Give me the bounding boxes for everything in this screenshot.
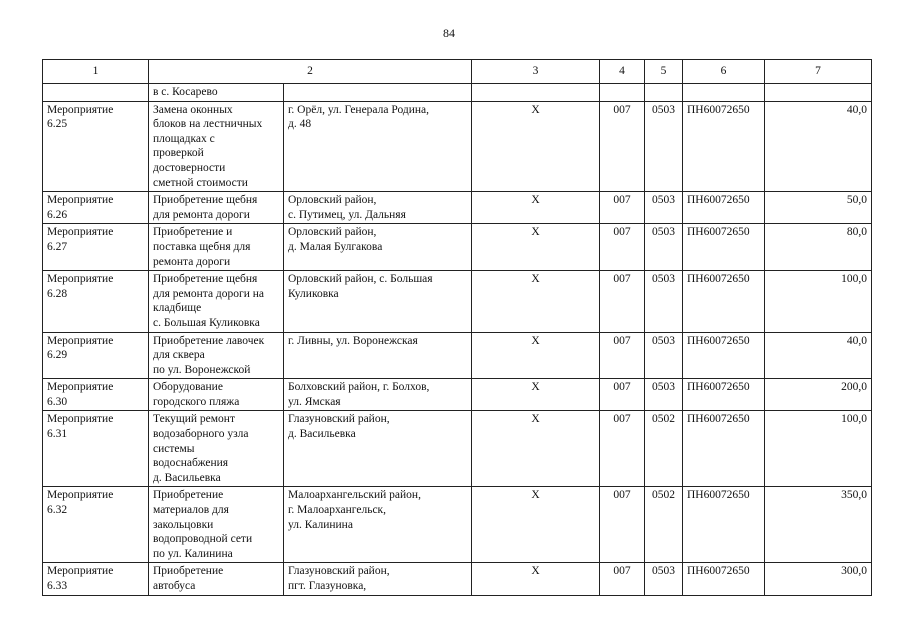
col4-cell: 007 bbox=[600, 332, 645, 379]
col3-cell: Х bbox=[472, 563, 600, 595]
col4-cell: 007 bbox=[600, 487, 645, 563]
col5-cell: 0503 bbox=[645, 271, 683, 332]
column-header-4: 4 bbox=[600, 60, 645, 84]
col3-cell: Х bbox=[472, 192, 600, 224]
table-row bbox=[43, 487, 872, 563]
column-header-6: 6 bbox=[683, 60, 765, 84]
col5-cell: 0503 bbox=[645, 332, 683, 379]
col7-cell: 100,0 bbox=[765, 411, 872, 487]
address-cell: Глазуновский район, пгт. Глазуновка, bbox=[284, 563, 472, 595]
page-number: 84 bbox=[443, 26, 455, 40]
name-cell: Оборудование городского пляжа bbox=[149, 379, 284, 411]
col4-cell: 007 bbox=[600, 192, 645, 224]
col5-cell: 0503 bbox=[645, 101, 683, 192]
address-cell: Орловский район, с. Большая Куликовка bbox=[284, 271, 472, 332]
name-cell: Приобретение автобуса bbox=[149, 563, 284, 595]
col3-cell: Х bbox=[472, 411, 600, 487]
measure-cell: Мероприятие 6.29 bbox=[43, 332, 149, 379]
col6-cell: ПН60072650 bbox=[683, 224, 765, 271]
continuation-col3-cell bbox=[472, 84, 600, 102]
name-cell: Приобретение щебня для ремонта дороги bbox=[149, 192, 284, 224]
measure-cell: Мероприятие 6.27 bbox=[43, 224, 149, 271]
column-header-1: 1 bbox=[43, 60, 149, 84]
col7-cell: 350,0 bbox=[765, 487, 872, 563]
measure-cell: Мероприятие 6.26 bbox=[43, 192, 149, 224]
name-cell: Приобретение и поставка щебня для ремонта дороги bbox=[149, 224, 284, 271]
col7-cell: 300,0 bbox=[765, 563, 872, 595]
col5-cell: 0502 bbox=[645, 411, 683, 487]
col4-cell: 007 bbox=[600, 563, 645, 595]
col4-cell: 007 bbox=[600, 271, 645, 332]
name-cell: Приобретение материалов для закольцовки водопроводной сети по ул. Калинина bbox=[149, 487, 284, 563]
col4-cell: 007 bbox=[600, 411, 645, 487]
header-row bbox=[43, 60, 872, 84]
col5-cell: 0503 bbox=[645, 563, 683, 595]
col7-cell: 200,0 bbox=[765, 379, 872, 411]
col6-cell: ПН60072650 bbox=[683, 101, 765, 192]
address-cell: Малоархангельский район, г. Малоархангельск, ул. Калинина bbox=[284, 487, 472, 563]
col7-cell: 40,0 bbox=[765, 101, 872, 192]
col7-cell: 100,0 bbox=[765, 271, 872, 332]
col4-cell: 007 bbox=[600, 224, 645, 271]
table-row bbox=[43, 411, 872, 487]
column-header-3: 3 bbox=[472, 60, 600, 84]
continuation-address-cell bbox=[284, 84, 472, 102]
column-header-2: 2 bbox=[149, 60, 472, 84]
col3-cell: Х bbox=[472, 224, 600, 271]
continuation-col4-cell bbox=[600, 84, 645, 102]
address-cell: Орловский район, с. Путимец, ул. Дальняя bbox=[284, 192, 472, 224]
col3-cell: Х bbox=[472, 379, 600, 411]
name-cell: Приобретение щебня для ремонта дороги на кладбище с. Большая Куликовка bbox=[149, 271, 284, 332]
name-cell: Приобретение лавочек для сквера по ул. Воронежской bbox=[149, 332, 284, 379]
continuation-col5-cell bbox=[645, 84, 683, 102]
measure-cell: Мероприятие 6.33 bbox=[43, 563, 149, 595]
col5-cell: 0503 bbox=[645, 379, 683, 411]
col7-cell: 50,0 bbox=[765, 192, 872, 224]
table-row bbox=[43, 224, 872, 271]
continuation-measure-cell bbox=[43, 84, 149, 102]
col3-cell: Х bbox=[472, 487, 600, 563]
column-header-7: 7 bbox=[765, 60, 872, 84]
col6-cell: ПН60072650 bbox=[683, 192, 765, 224]
continuation-name-cell: в с. Косарево bbox=[149, 84, 284, 102]
address-cell: Орловский район, д. Малая Булгакова bbox=[284, 224, 472, 271]
measure-cell: Мероприятие 6.25 bbox=[43, 101, 149, 192]
col3-cell: Х bbox=[472, 101, 600, 192]
name-cell: Текущий ремонт водозаборного узла системы водоснабжения д. Васильевка bbox=[149, 411, 284, 487]
col4-cell: 007 bbox=[600, 101, 645, 192]
name-cell: Замена оконных блоков на лестничных площадках с проверкой достоверности сметной стоимости bbox=[149, 101, 284, 192]
address-cell: г. Ливны, ул. Воронежская bbox=[284, 332, 472, 379]
budget-table bbox=[42, 59, 872, 596]
measure-cell: Мероприятие 6.32 bbox=[43, 487, 149, 563]
table-row bbox=[43, 271, 872, 332]
measure-cell: Мероприятие 6.30 bbox=[43, 379, 149, 411]
col3-cell: Х bbox=[472, 271, 600, 332]
col6-cell: ПН60072650 bbox=[683, 379, 765, 411]
col6-cell: ПН60072650 bbox=[683, 563, 765, 595]
table-row bbox=[43, 101, 872, 192]
continuation-col6-cell bbox=[683, 84, 765, 102]
continuation-col7-cell bbox=[765, 84, 872, 102]
measure-cell: Мероприятие 6.28 bbox=[43, 271, 149, 332]
col5-cell: 0502 bbox=[645, 487, 683, 563]
column-header-5: 5 bbox=[645, 60, 683, 84]
table-row bbox=[43, 563, 872, 595]
col6-cell: ПН60072650 bbox=[683, 411, 765, 487]
continuation-row bbox=[43, 84, 872, 102]
table-row bbox=[43, 332, 872, 379]
col6-cell: ПН60072650 bbox=[683, 332, 765, 379]
col5-cell: 0503 bbox=[645, 192, 683, 224]
col6-cell: ПН60072650 bbox=[683, 487, 765, 563]
table-row bbox=[43, 379, 872, 411]
col7-cell: 40,0 bbox=[765, 332, 872, 379]
col6-cell: ПН60072650 bbox=[683, 271, 765, 332]
measure-cell: Мероприятие 6.31 bbox=[43, 411, 149, 487]
col3-cell: Х bbox=[472, 332, 600, 379]
col5-cell: 0503 bbox=[645, 224, 683, 271]
col4-cell: 007 bbox=[600, 379, 645, 411]
address-cell: Глазуновский район, д. Васильевка bbox=[284, 411, 472, 487]
address-cell: Болховский район, г. Болхов, ул. Ямская bbox=[284, 379, 472, 411]
address-cell: г. Орёл, ул. Генерала Родина, д. 48 bbox=[284, 101, 472, 192]
table-row bbox=[43, 192, 872, 224]
col7-cell: 80,0 bbox=[765, 224, 872, 271]
